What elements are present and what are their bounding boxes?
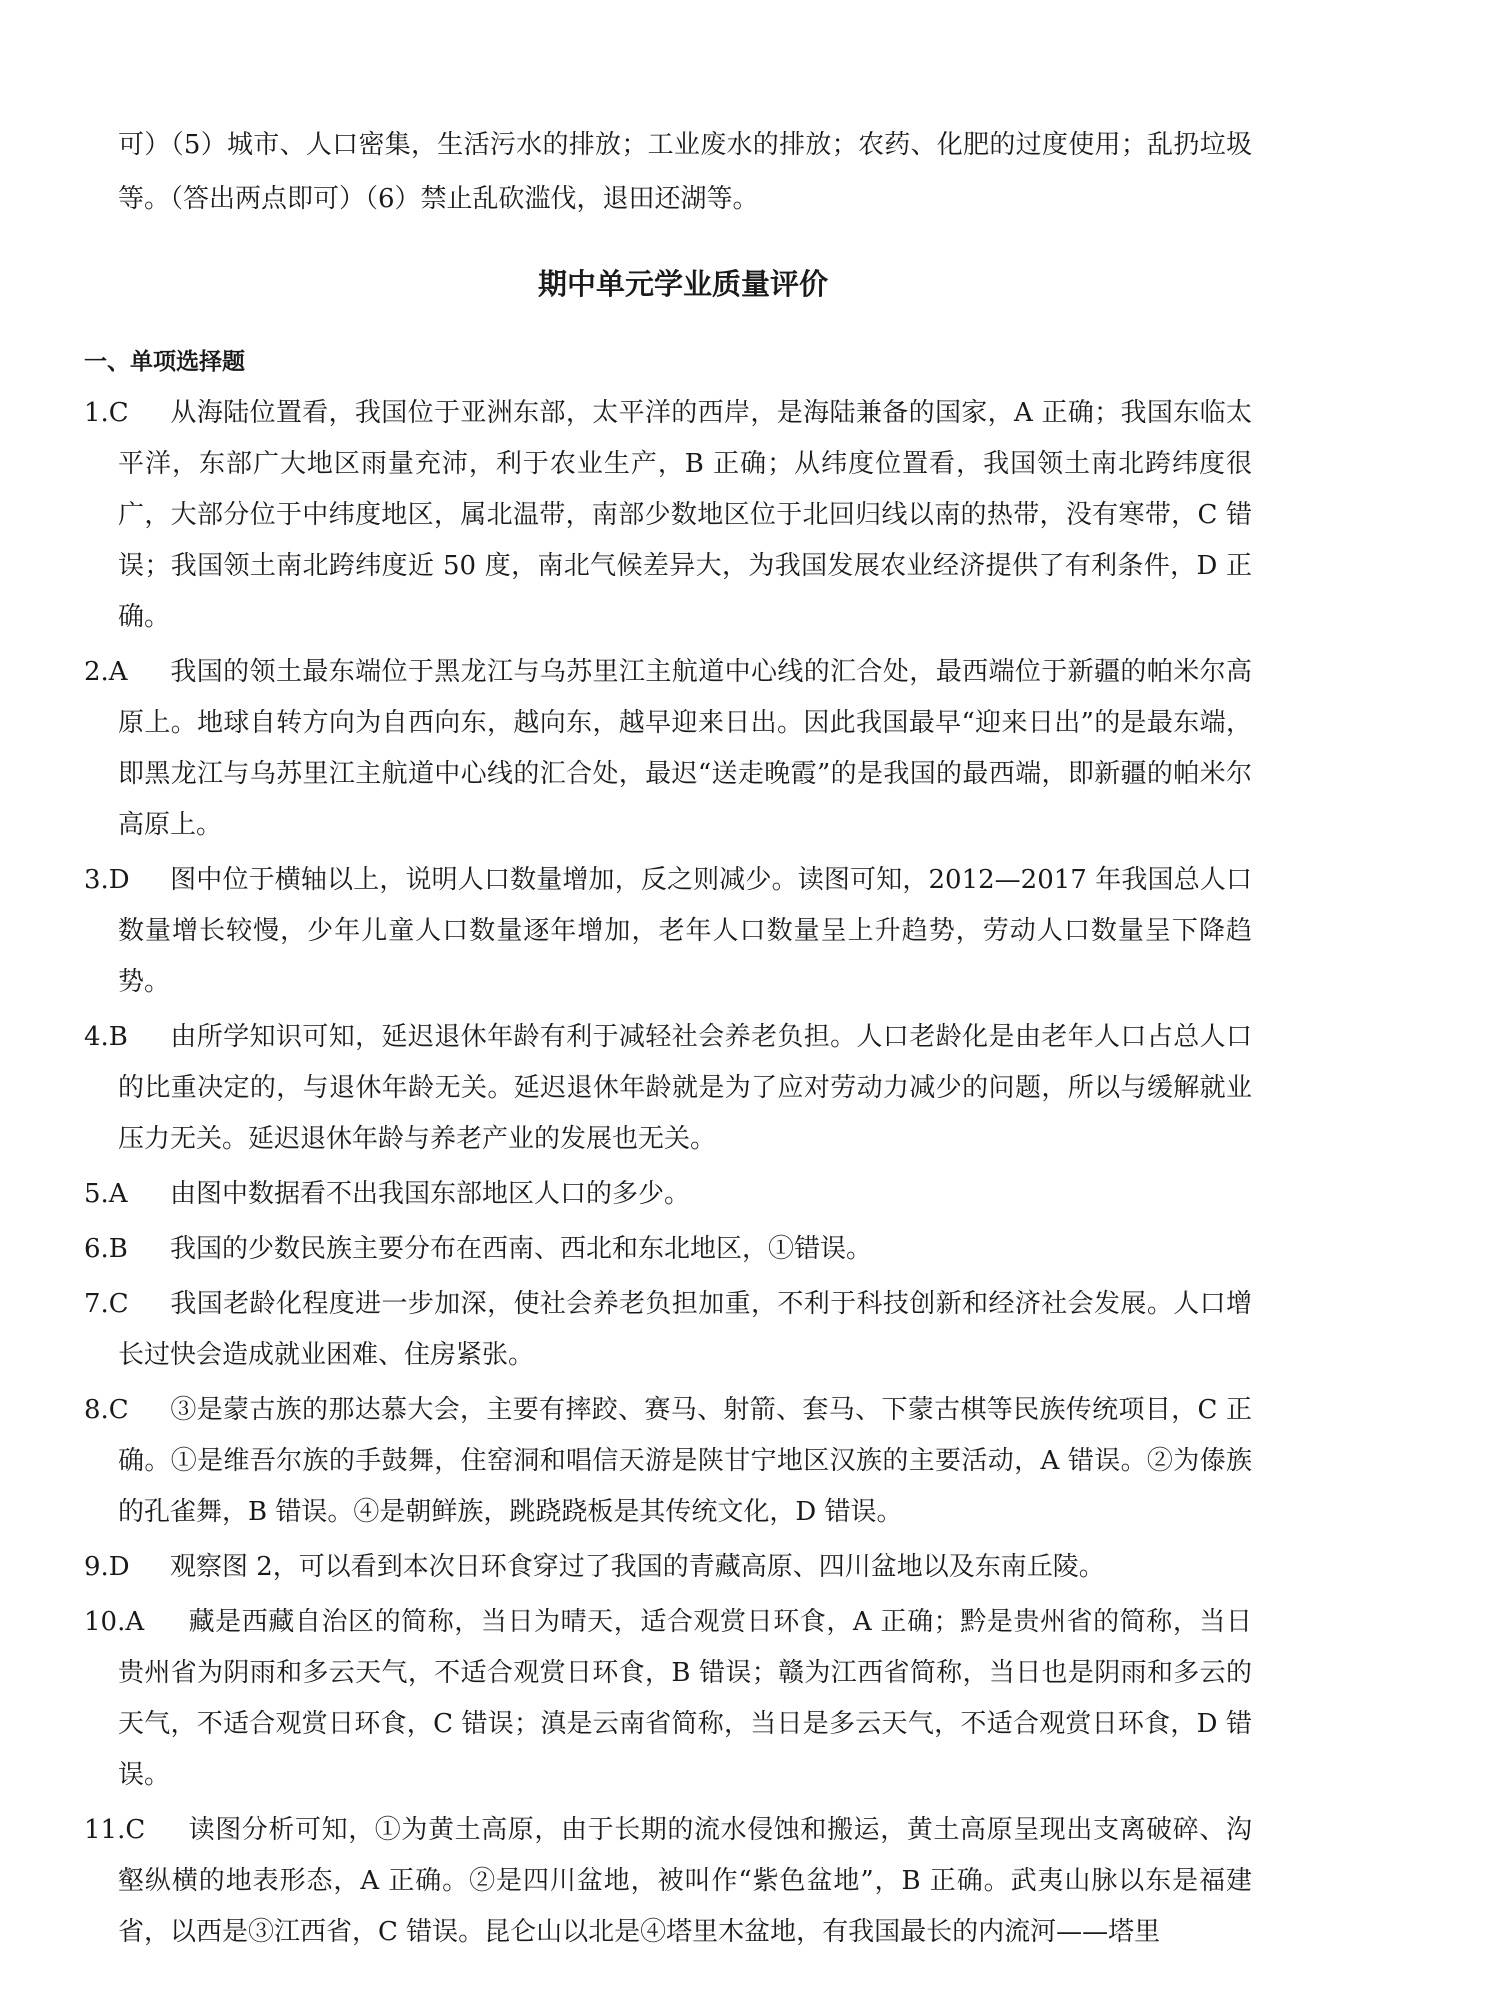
answer-item-11 [84,1805,1252,1958]
answer-label: 5.A [84,1179,128,1209]
answer-item-6 [84,1224,1252,1275]
continued-answer-text: 可）（5）城市、人口密集，生活污水的排放；工业废水的排放；农药、化肥的过度使用；乱扔垃圾等。（答出两点即可）（6）禁止乱砍滥伐，退田还湖等。 [118,130,1252,214]
answer-label: 8.C [84,1395,129,1425]
answer-label: 4.B [84,1022,128,1052]
answer-label: 1.C [84,398,129,428]
answer-list [84,388,1252,1958]
answer-explanation: ③是蒙古族的那达慕大会，主要有摔跤、赛马、射箭、套马、下蒙古棋等民族传统项目，C 正确。①是维吾尔族的手鼓舞，住窑洞和唱信天游是陕甘宁地区汉族的主要活动，A 错误。②为傣族的孔雀舞，B 错误。④是朝鲜族，跳跷跷板是其传统文化，D 错误。 [118,1395,1252,1527]
answer-explanation: 读图分析可知，①为黄土高原，由于长期的流水侵蚀和搬运，黄土高原呈现出支离破碎、沟壑纵横的地表形态，A 正确。②是四川盆地，被叫作“紫色盆地”，B 正确。武夷山脉以东是福建省，以西是③江西省，C 错误。昆仑山以北是④塔里木盆地，有我国最长的内流河——塔里 [118,1815,1252,1947]
answer-label: 6.B [84,1234,128,1264]
answer-item-1 [84,388,1252,643]
answer-explanation: 从海陆位置看，我国位于亚洲东部，太平洋的西岸，是海陆兼备的国家，A 正确；我国东临太平洋，东部广大地区雨量充沛，利于农业生产，B 正确；从纬度位置看，我国领土南北跨纬度很广，大部分位于中纬度地区，属北温带，南部少数地区位于北回归线以南的热带，没有寒带，C 错误；我国领土南北跨纬度近 50 度，南北气候差异大，为我国发展农业经济提供了有利条件，D 正确。 [118,398,1252,632]
answer-label: 3.D [84,865,130,895]
answer-label: 10.A [84,1607,145,1637]
answer-item-7 [84,1279,1252,1381]
answer-explanation: 由图中数据看不出我国东部地区人口的多少。 [170,1179,691,1209]
answer-label: 7.C [84,1289,129,1319]
answer-explanation: 观察图 2，可以看到本次日环食穿过了我国的青藏高原、四川盆地以及东南丘陵。 [170,1552,1105,1582]
answer-explanation: 我国的少数民族主要分布在西南、西北和东北地区，①错误。 [170,1234,873,1264]
answer-item-2 [84,647,1252,851]
answer-item-3 [84,855,1252,1008]
answer-explanation: 藏是西藏自治区的简称，当日为晴天，适合观赏日环食，A 正确；黔是贵州省的简称，当日贵州省为阴雨和多云天气，不适合观赏日环食，B 错误；赣为江西省简称，当日也是阴雨和多云的天气，不适合观赏日环食，C 错误；滇是云南省简称，当日是多云天气，不适合观赏日环食，D 错误。 [118,1607,1252,1790]
answer-explanation: 图中位于横轴以上，说明人口数量增加，反之则减少。读图可知，2012—2017 年我国总人口数量增长较慢，少年儿童人口数量逐年增加，老年人口数量呈上升趋势，劳动人口数量呈下降趋势。 [118,865,1252,997]
page-title: 期中单元学业质量评价 [537,267,828,301]
answer-label: 9.D [84,1552,130,1582]
answer-explanation: 由所学知识可知，延迟退休年龄有利于减轻社会养老负担。人口老龄化是由老年人口占总人口的比重决定的，与退休年龄无关。延迟退休年龄就是为了应对劳动力减少的问题，所以与缓解就业压力无关。延迟退休年龄与养老产业的发展也无关。 [118,1022,1252,1154]
section-heading: 一、单项选择题 [84,349,245,375]
answer-explanation: 我国老龄化程度进一步加深，使社会养老负担加重，不利于科技创新和经济社会发展。人口增长过快会造成就业困难、住房紧张。 [118,1289,1252,1370]
answer-item-9 [84,1542,1252,1593]
answer-explanation: 我国的领土最东端位于黑龙江与乌苏里江主航道中心线的汇合处，最西端位于新疆的帕米尔高原上。地球自转方向为自西向东，越向东，越早迎来日出。因此我国最早“迎来日出”的是最东端，即黑龙江与乌苏里江主航道中心线的汇合处，最迟“送走晚霞”的是我国的最西端，即新疆的帕米尔高原上。 [118,657,1252,840]
answer-label: 11.C [84,1815,146,1845]
answer-item-5 [84,1169,1252,1220]
answer-item-10 [84,1597,1252,1801]
answer-item-4 [84,1012,1252,1165]
answer-label: 2.A [84,657,128,687]
answer-item-8 [84,1385,1252,1538]
